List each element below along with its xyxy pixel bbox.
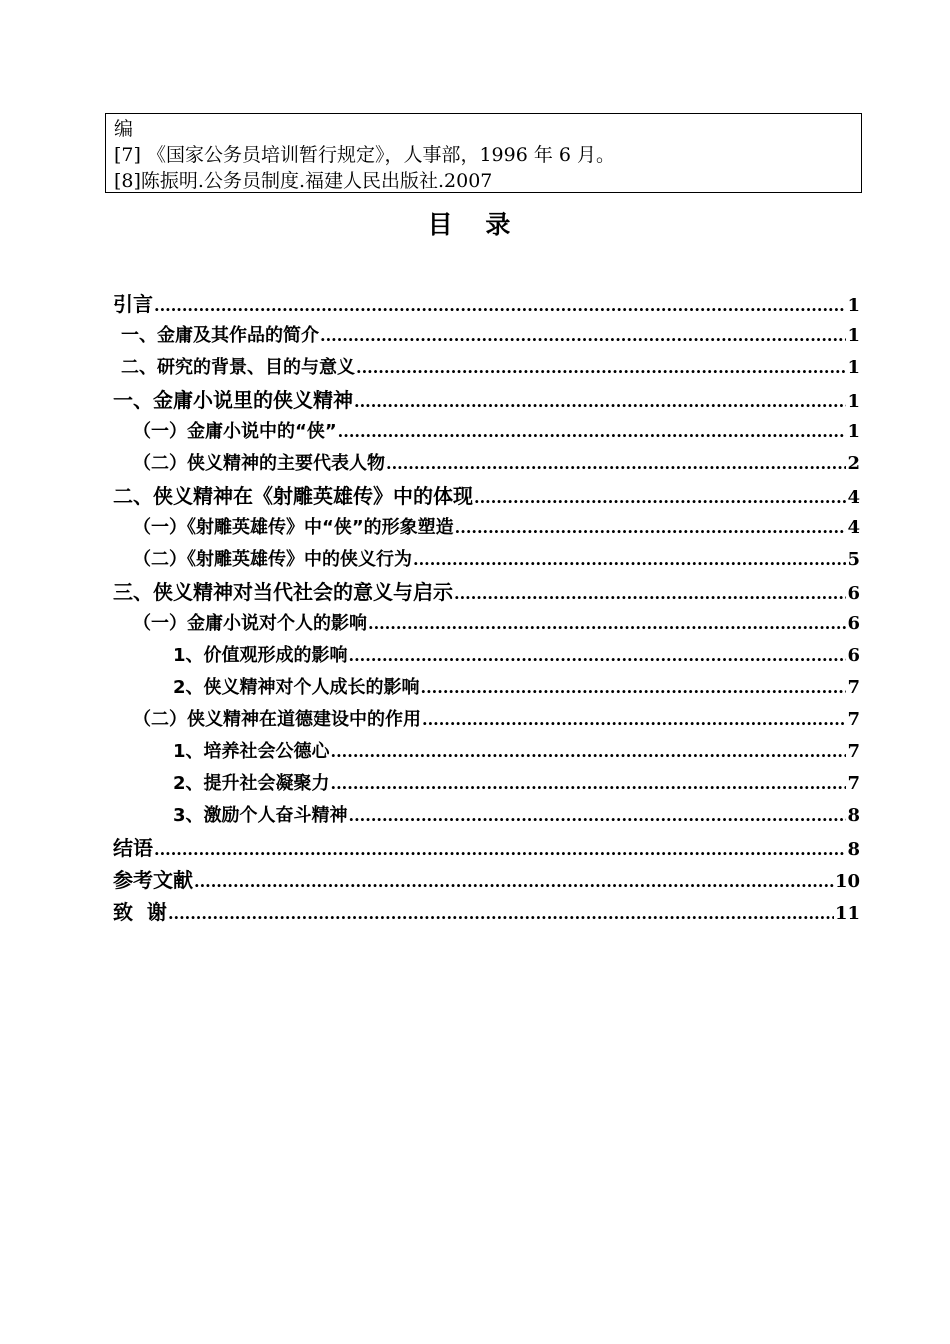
- toc-entry[interactable]: [113, 608, 860, 640]
- toc-leader-dots: [349, 800, 847, 832]
- toc-entry[interactable]: [113, 320, 860, 352]
- toc-entry[interactable]: [113, 736, 860, 768]
- toc-page-number: 1: [847, 421, 860, 442]
- toc-leader-dots: [356, 352, 846, 384]
- toc-entry-label: 1、价值观形成的影响: [173, 645, 348, 666]
- toc-entry-label: 三、侠义精神对当代社会的意义与启示: [113, 580, 453, 604]
- toc-entry-label: 二、侠义精神在《射雕英雄传》中的体现: [113, 484, 473, 508]
- toc-entry-label: 一、金庸小说里的侠义精神: [113, 388, 353, 412]
- toc-entry-label: 2、侠义精神对个人成长的影响: [173, 677, 420, 698]
- toc-title: 目 录: [427, 210, 523, 239]
- toc-page-number: 2: [847, 453, 860, 474]
- toc-page-number: 8: [847, 805, 860, 826]
- toc-entry[interactable]: [113, 416, 860, 448]
- toc-entry[interactable]: [113, 896, 860, 928]
- toc-entry-label: 二、研究的背景、目的与意义: [121, 357, 355, 378]
- toc-page-number: 6: [847, 645, 860, 666]
- toc-leader-dots: [354, 386, 846, 418]
- toc-page-number: 4: [847, 487, 860, 508]
- toc-leader-dots: [455, 512, 847, 544]
- toc-leader-dots: [154, 834, 846, 866]
- toc-entry-label: （二）《射雕英雄传》中的侠义行为: [133, 549, 412, 570]
- toc-leader-dots: [338, 416, 847, 448]
- toc-page-number: 5: [847, 549, 860, 570]
- toc-page-number: 7: [847, 709, 860, 730]
- toc-entry[interactable]: [113, 864, 860, 896]
- toc-entry-label: 1、培养社会公德心: [173, 741, 330, 762]
- toc-entry[interactable]: [113, 288, 860, 320]
- toc-leader-dots: [386, 448, 846, 480]
- toc-page-number: 8: [847, 839, 860, 860]
- toc-entry[interactable]: [113, 832, 860, 864]
- toc-page-number: 6: [847, 583, 860, 604]
- toc-page-number: 7: [847, 773, 860, 794]
- toc-page-number: 7: [847, 741, 860, 762]
- toc-leader-dots: [331, 768, 847, 800]
- toc-page-number: 6: [847, 613, 860, 634]
- toc-entry-label: （二）侠义精神的主要代表人物: [133, 453, 385, 474]
- toc-page-number: 1: [847, 325, 860, 346]
- toc-leader-dots: [421, 672, 847, 704]
- toc-entry-label: （一）《射雕英雄传》中“侠”的形象塑造: [133, 517, 454, 538]
- toc-entry[interactable]: [113, 768, 860, 800]
- reference-line: [7] 《国家公务员培训暂行规定》，人事部，1996 年 6 月。: [114, 144, 616, 166]
- toc-entry[interactable]: [113, 704, 860, 736]
- toc-leader-dots: [422, 704, 846, 736]
- toc-entry-label: 2、提升社会凝聚力: [173, 773, 330, 794]
- toc-leader-dots: [194, 866, 834, 898]
- toc-entry-label: 结语: [113, 836, 153, 860]
- toc-entry[interactable]: [113, 352, 860, 384]
- toc-leader-dots: [413, 544, 846, 576]
- toc-leader-dots: [331, 736, 847, 768]
- toc-entry[interactable]: [113, 576, 860, 608]
- toc-entry[interactable]: [113, 672, 860, 704]
- toc-page-number: 7: [847, 677, 860, 698]
- toc-page-number: 1: [847, 357, 860, 378]
- toc-entry[interactable]: [113, 512, 860, 544]
- toc-entry-label: （二）侠义精神在道德建设中的作用: [133, 709, 421, 730]
- toc-entry[interactable]: [113, 448, 860, 480]
- toc-entry[interactable]: [113, 480, 860, 512]
- toc-page-number: 1: [847, 391, 860, 412]
- reference-line: 编: [114, 118, 134, 140]
- toc-entry[interactable]: [113, 800, 860, 832]
- toc-leader-dots: [368, 608, 846, 640]
- toc-entry-label: 一、金庸及其作品的简介: [121, 325, 319, 346]
- toc-entry-label: （一）金庸小说中的“侠”: [133, 421, 337, 442]
- toc-leader-dots: [349, 640, 847, 672]
- toc-page-number: 1: [847, 295, 860, 316]
- toc-entry[interactable]: [113, 640, 860, 672]
- reference-line: [8]陈振明.公务员制度.福建人民出版社.2007: [114, 170, 493, 192]
- toc-leader-dots: [474, 482, 846, 514]
- toc-leader-dots: [320, 320, 846, 352]
- table-of-contents: [113, 288, 860, 928]
- references-box: [105, 113, 862, 193]
- toc-page-number: 10: [834, 871, 860, 892]
- toc-page-number: 4: [847, 517, 860, 538]
- toc-leader-dots: [168, 898, 834, 930]
- toc-leader-dots: [454, 578, 846, 610]
- toc-entry-label: 参考文献: [113, 868, 193, 892]
- toc-entry-label: 3、激励个人奋斗精神: [173, 805, 348, 826]
- toc-entry-label: 引言: [113, 292, 153, 316]
- toc-entry[interactable]: [113, 544, 860, 576]
- toc-entry-label: （一）金庸小说对个人的影响: [133, 613, 367, 634]
- toc-entry-label: 致 谢: [113, 900, 167, 924]
- toc-leader-dots: [154, 290, 846, 322]
- toc-entry[interactable]: [113, 384, 860, 416]
- toc-page-number: 11: [834, 903, 860, 924]
